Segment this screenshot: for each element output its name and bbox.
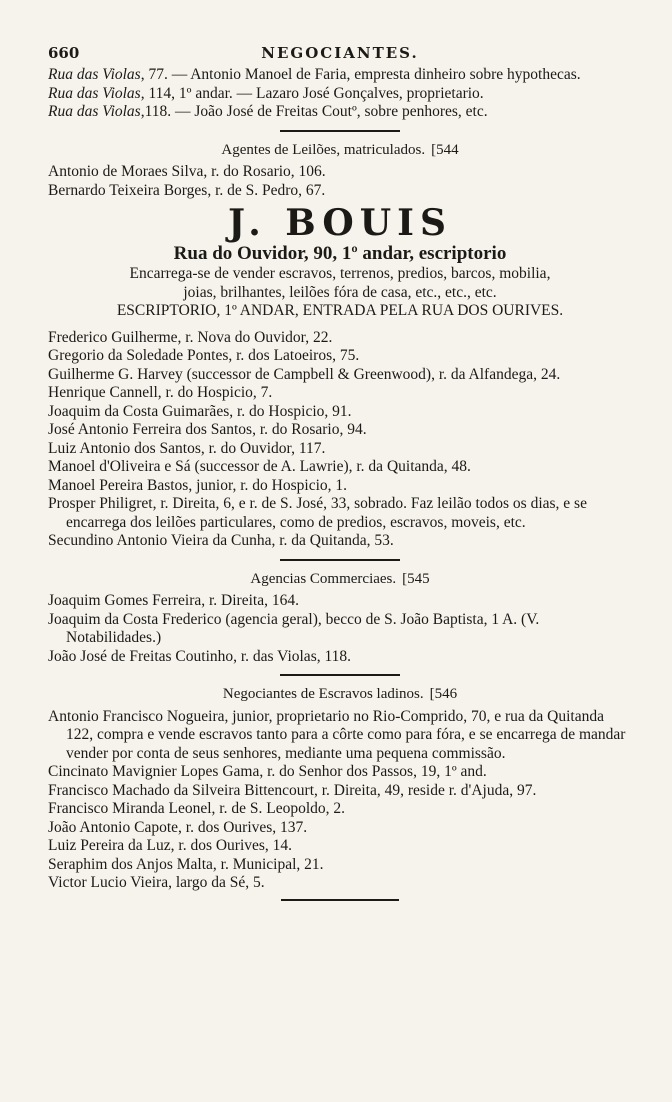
list-item: Henrique Cannell, r. do Hospicio, 7.: [48, 384, 273, 401]
street-name: Rua das Violas: [48, 66, 141, 83]
list-item: Joaquim da Costa Guimarães, r. do Hospicio, 91.: [48, 402, 352, 420]
list-item: Joaquim Gomes Ferreira, r. Direita, 164.: [48, 592, 299, 609]
advert-name: J. BOUIS: [228, 202, 452, 244]
list-item: Manoel Pereira Bastos, junior, r. do Hospicio, 1.: [48, 476, 348, 494]
section-divider: [280, 130, 400, 132]
page-number: 660: [48, 44, 80, 62]
section-number: [546: [429, 686, 458, 702]
page-content: [48, 66, 632, 910]
list-item: Luiz Pereira da Luz, r. dos Ourives, 14.: [48, 837, 293, 854]
advert-line: joias, brilhantes, leilões fóra de casa, etc., etc., etc.: [183, 283, 497, 301]
section-heading-escravos: Negociantes de Escravos ladinos. [546: [222, 686, 458, 702]
list-item: Secundino Antonio Vieira da Cunha, r. da Quitanda, 53.: [48, 532, 394, 549]
top-entries: [48, 66, 632, 122]
list-item: Victor Lucio Vieira, largo da Sé, 5.: [48, 874, 265, 891]
list-item: Frederico Guilherme, r. Nova do Ouvidor, 22.: [48, 328, 333, 346]
list-item: José Antonio Ferreira dos Santos, r. do Rosario, 94.: [48, 421, 367, 438]
advert-line: ESCRIPTORIO, 1º ANDAR, ENTRADA PELA RUA DOS OURIVES.: [116, 302, 564, 319]
list-item: Antonio Francisco Nogueira, junior, proprietario no Rio-Comprido, 70, e rua da Quitanda 122, compra e vende escravos tanto para a côrte como para fóra, e se encarrega de mandar vender por conta de seus senhores, mediante uma pequena commissão.: [48, 707, 626, 762]
list-item: João José de Freitas Coutinho, r. das Violas, 118.: [48, 647, 352, 665]
list-item: Prosper Philigret, r. Direita, 6, e r. de S. José, 33, sobrado. Faz leilão todos os dias, e se encarrega dos leilões particulares, como de predios, escravos, moveis, etc.: [48, 495, 587, 531]
section-number: [545: [402, 570, 430, 587]
section-number: [544: [431, 141, 459, 158]
list-item: Rua das Violas, 77. — Antonio Manoel de Faria, empresta dinheiro sobre hypothecas.: [48, 66, 581, 83]
list-item: Rua das Violas,118. — João José de Freitas Coutº, sobre penhores, etc.: [48, 103, 488, 120]
list-item: Francisco Machado da Silveira Bittencourt, r. Direita, 49, reside r. d'Ajuda, 97.: [48, 781, 537, 799]
list-item: Rua das Violas, 114, 1º andar. — Lazaro José Gonçalves, proprietario.: [48, 84, 484, 102]
list-item: Luiz Antonio dos Santos, r. do Ouvidor, 117.: [48, 439, 326, 457]
advert-address: Rua do Ouvidor, 90, 1º andar, escriptorio: [173, 243, 507, 264]
list-item: Manoel d'Oliveira e Sá (successor de A. Lawrie), r. da Quitanda, 48.: [48, 458, 471, 475]
street-name: Rua das Violas: [48, 103, 141, 120]
list-item: Seraphim dos Anjos Malta, r. Municipal, 21.: [48, 855, 324, 873]
running-head: NEGOCIANTES.: [261, 44, 419, 62]
list-item: Francisco Miranda Leonel, r. de S. Leopoldo, 2.: [48, 800, 346, 817]
section-heading-leiloes: Agentes de Leilões, matriculados. [544: [221, 141, 459, 158]
page-end-rule: [281, 899, 399, 901]
section-divider: [280, 674, 400, 676]
section-heading-agencias: Agencias Commerciaes. [545: [250, 570, 430, 587]
list-item: Gregorio da Soledade Pontes, r. dos Latoeiros, 75.: [48, 347, 360, 364]
section-divider: [280, 559, 400, 561]
list-item: Joaquim da Costa Frederico (agencia geral), becco de S. João Baptista, 1 A. (V. Notabilidades.): [48, 610, 540, 646]
street-name: Rua das Violas: [48, 84, 141, 102]
list-item: Bernardo Teixeira Borges, r. de S. Pedro, 67.: [48, 181, 326, 199]
page-header: [48, 44, 632, 66]
advertisement: [48, 203, 632, 321]
list-item: João Antonio Capote, r. dos Ourives, 137.: [48, 818, 308, 836]
list-item: Antonio de Moraes Silva, r. do Rosario, 106.: [48, 163, 326, 180]
list-item: Cincinato Mavignier Lopes Gama, r. do Senhor dos Passos, 19, 1º and.: [48, 763, 487, 780]
list-item: Guilherme G. Harvey (successor de Campbell & Greenwood), r. da Alfandega, 24.: [48, 365, 561, 383]
advert-line: Encarrega-se de vender escravos, terrenos, predios, barcos, mobilia,: [129, 265, 551, 282]
